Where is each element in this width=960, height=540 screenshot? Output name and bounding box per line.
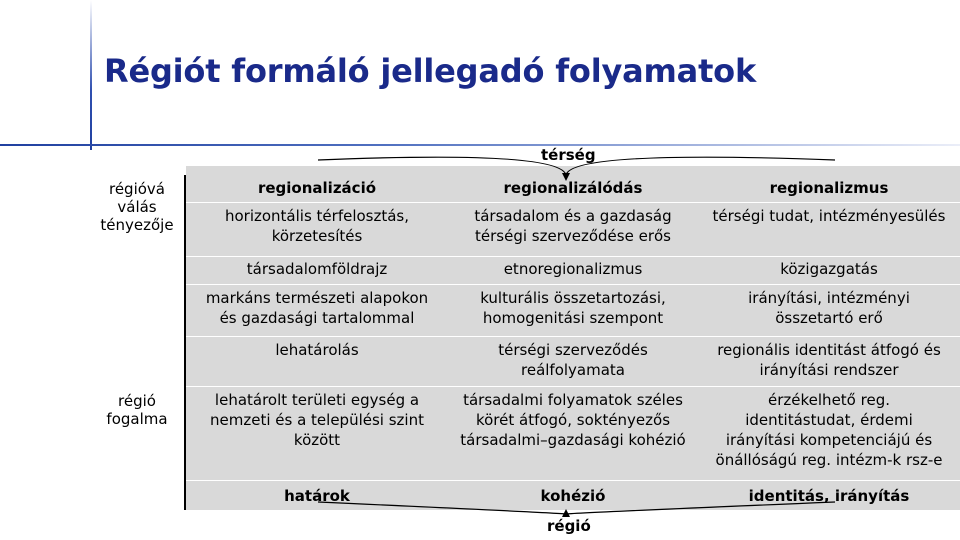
- grid-cell-r0-col-regionalizmus: regionalizmus: [769, 179, 889, 197]
- grid-cell-r2-col-regionalizalodas: etnoregionalizmus: [503, 260, 643, 278]
- slide-title: Régiót formáló jellegadó folyamatok: [104, 52, 757, 90]
- grid-cell-r2-col-regionalizacio: társadalomföldrajz: [246, 260, 388, 278]
- grid-cell-r4-col-regionalizmus: regionális identitást átfogó és irányítási rendszer: [717, 341, 941, 379]
- grid-cell-r5-col-regionalizacio: lehatárolt területi egység a nemzeti és a települési szint között: [210, 391, 424, 449]
- grid-cell-r4-col-regionalizalodas: térségi szerveződés reálfolyamata: [498, 341, 648, 379]
- grid-cell-r3-col-regionalizmus: irányítási, intézményi összetartó erő: [748, 289, 910, 327]
- grid-cell-r5-col-regionalizmus: érzékelhető reg. identitástudat, érdemi irányítási kompetenciájú és önállóságú reg. intézm-k rsz-e: [715, 391, 943, 469]
- grid-cell-r3-col-regionalizacio: markáns természeti alapokon és gazdasági tartalommal: [205, 289, 429, 327]
- bottom-arrowhead: [562, 509, 570, 517]
- grid-cell-r1-col-regionalizacio: horizontális térfelosztás, körzetesítés: [224, 207, 410, 245]
- grid-cell-r6-col-regionalizacio: határok: [284, 487, 350, 505]
- top-label-terseg: térség: [541, 146, 596, 164]
- grid-cell-r6-col-regionalizalodas: kohézió: [540, 487, 606, 505]
- grid-cell-r1-col-regionalizmus: térségi tudat, intézményesülés: [712, 207, 946, 225]
- grid-cell-r6-col-regionalizmus: identitás, irányítás: [748, 487, 910, 505]
- left-label-regio-fogalma: [92, 392, 182, 428]
- grid-cell-r5-col-regionalizalodas: társadalmi folyamatok széles körét átfogó, soktényezős társadalmi–gazdasági kohézió: [460, 391, 686, 449]
- grid-cell-r1-col-regionalizalodas: társadalom és a gazdaság térségi szerveződése erős: [474, 207, 672, 245]
- bottom-label-regio: régió: [547, 517, 591, 535]
- left-label-lower-text: régió fogalma: [106, 392, 168, 428]
- grid-cell-r4-col-regionalizacio: lehatárolás: [275, 341, 359, 359]
- grid-cell-r0-col-regionalizalodas: regionalizálódás: [503, 179, 643, 197]
- left-label-upper-text: régióvá válás tényezője: [100, 180, 174, 234]
- grid-cell-r2-col-regionalizmus: közigazgatás: [780, 260, 878, 278]
- grid-cell-r0-col-regionalizacio: regionalizáció: [257, 179, 377, 197]
- grid-cell-r3-col-regionalizalodas: kulturális összetartozási, homogenitási szempont: [480, 289, 666, 327]
- left-label-regiova-valas: [92, 180, 182, 234]
